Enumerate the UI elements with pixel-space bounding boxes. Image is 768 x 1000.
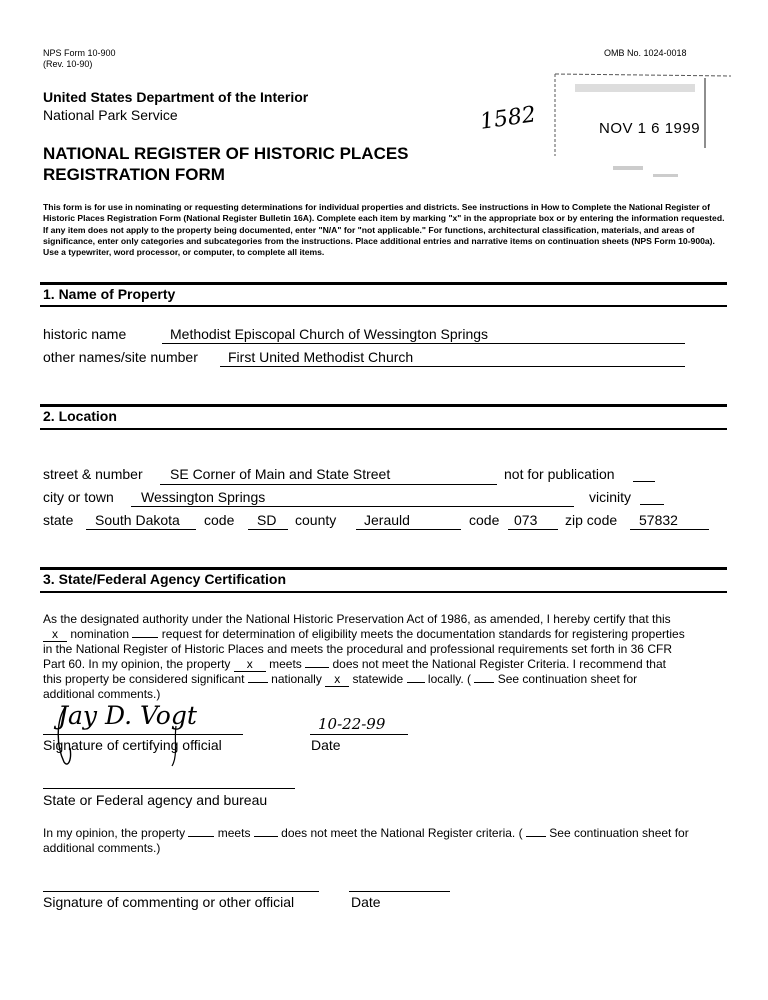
statewide-label: statewide xyxy=(352,672,404,686)
meets-mark[interactable]: x xyxy=(234,657,266,672)
certification-line4 xyxy=(43,657,666,672)
received-stamp xyxy=(553,68,733,188)
stamp-date: NOV 1 6 1999 xyxy=(599,120,701,137)
historic-name-label: historic name xyxy=(43,326,127,342)
state-label: state xyxy=(43,512,74,528)
state-underline xyxy=(86,529,196,530)
certification-line5 xyxy=(43,672,637,687)
continuation-mark-2[interactable] xyxy=(526,836,546,837)
other-names-underline xyxy=(220,366,685,367)
does-not-meet-mark[interactable] xyxy=(305,667,329,668)
section2-top-rule xyxy=(40,404,727,407)
nomination-label: nomination xyxy=(70,627,130,641)
certification-date-underline xyxy=(310,734,408,735)
nationally-label: nationally xyxy=(271,672,322,686)
commenting-date-label: Date xyxy=(351,894,381,910)
not-for-publication-blank[interactable] xyxy=(633,481,655,482)
state-code-underline xyxy=(248,529,288,530)
handwritten-reference-number: 1582 xyxy=(478,102,538,135)
continuation-label-1: See continuation sheet for xyxy=(497,672,638,686)
county-label: county xyxy=(295,512,337,528)
city-label: city or town xyxy=(43,489,114,505)
historic-name-underline xyxy=(162,343,685,344)
does-not-meet-label: does not meet the National Register Criteria. I recommend that xyxy=(332,657,666,671)
street-field[interactable]: SE Corner of Main and State Street xyxy=(170,466,391,482)
instructions-text: This form is for use in nominating or requesting determinations for individual properties and districts. See instructions in How to Complete the National Register of Historic Places Registration Form (National Register Bulletin 16A). Complete each item by marking "x" in the appropriate box or by entering the information requested. If any item does not apply to the property being documented, enter "N/A" for "not applicable." For functions, architectural classification, materials, and areas of significance, enter only categories and subcategories from the instructions. Place additional entries and narrative items on continuation sheets (NPS Form 10-900a). Use a typewriter, word processor, or computer, to complete all items. xyxy=(43,202,725,258)
not-for-publication-label: not for publication xyxy=(504,466,615,482)
locally-mark[interactable] xyxy=(407,682,425,683)
certifying-signature: Jay D. Vogt xyxy=(58,701,197,730)
certifying-signature-underline xyxy=(43,734,243,735)
commenting-signature-label: Signature of commenting or other official xyxy=(43,894,295,910)
county-code-label: code xyxy=(469,512,500,528)
opinion2-label: In my opinion, the property xyxy=(43,826,186,840)
commenting-date-underline xyxy=(349,891,450,892)
commenting-signature-underline xyxy=(43,891,319,892)
county-field[interactable]: Jerauld xyxy=(364,512,410,528)
other-names-label: other names/site number xyxy=(43,349,198,365)
certifying-signature-label: Signature of certifying official xyxy=(43,737,222,753)
certification-date-label: Date xyxy=(311,737,341,753)
section2-bottom-rule xyxy=(40,428,727,430)
historic-name-field[interactable]: Methodist Episcopal Church of Wessington Springs xyxy=(170,326,489,342)
zip-field[interactable]: 57832 xyxy=(639,512,678,528)
other-names-field[interactable]: First United Methodist Church xyxy=(228,349,414,365)
zip-label: zip code xyxy=(565,512,618,528)
street-underline xyxy=(160,484,497,485)
request-mark[interactable] xyxy=(132,637,158,638)
city-field[interactable]: Wessington Springs xyxy=(141,489,266,505)
vicinity-label: vicinity xyxy=(589,489,632,505)
omb-number: OMB No. 1024-0018 xyxy=(604,48,687,58)
section3-top-rule xyxy=(40,567,727,570)
street-label: street & number xyxy=(43,466,143,482)
county-code-field[interactable]: 073 xyxy=(514,512,538,528)
section3-bottom-rule xyxy=(40,591,727,593)
certification-date: 10-22-99 xyxy=(318,715,386,733)
opinion-label: Part 60. In my opinion, the property xyxy=(43,657,231,671)
vicinity-blank[interactable] xyxy=(640,504,664,505)
certification-line2 xyxy=(43,627,685,642)
state-field[interactable]: South Dakota xyxy=(95,512,180,528)
section1-title: 1. Name of Property xyxy=(43,286,176,302)
section1-top-rule xyxy=(40,282,727,285)
form-title-line2: REGISTRATION FORM xyxy=(43,165,225,184)
meets2-mark[interactable] xyxy=(188,836,214,837)
county-code-underline xyxy=(508,529,558,530)
form-number: NPS Form 10-900 xyxy=(43,48,116,58)
certification-line1: As the designated authority under the National Historic Preservation Act of 1986, as amended, I hereby certify that this xyxy=(43,612,671,626)
opinion-line1 xyxy=(43,826,689,840)
statewide-mark[interactable]: x xyxy=(325,672,349,687)
does-not-meet2-mark[interactable] xyxy=(254,836,278,837)
request-label: request for determination of eligibility meets the documentation standards for registering properties xyxy=(161,627,685,641)
continuation-label-2: See continuation sheet for xyxy=(549,826,689,840)
county-underline xyxy=(356,529,461,530)
does-not-meet2-label: does not meet the National Register criteria. ( xyxy=(281,826,523,840)
certification-line3: in the National Register of Historic Places and meets the procedural and professional requirements set forth in 36 CFR xyxy=(43,642,672,656)
opinion-line2: additional comments.) xyxy=(43,841,161,855)
meets-label: meets xyxy=(269,657,302,671)
continuation-mark-1[interactable] xyxy=(474,682,494,683)
agency-bureau-underline xyxy=(43,788,295,789)
section3-title: 3. State/Federal Agency Certification xyxy=(43,571,286,587)
department-name: United States Department of the Interior xyxy=(43,89,309,105)
city-underline xyxy=(131,506,574,507)
locally-label: locally. ( xyxy=(427,672,472,686)
agency-name: National Park Service xyxy=(43,107,178,123)
state-code-label: code xyxy=(204,512,235,528)
certification-line6: additional comments.) xyxy=(43,687,161,701)
state-code-field[interactable]: SD xyxy=(257,512,277,528)
signature-flourish-graphic xyxy=(50,700,210,770)
form-title-line1: NATIONAL REGISTER OF HISTORIC PLACES xyxy=(43,144,409,163)
nationally-mark[interactable] xyxy=(248,682,268,683)
significance-label: this property be considered significant xyxy=(43,672,245,686)
agency-bureau-label: State or Federal agency and bureau xyxy=(43,792,268,808)
meets2-label: meets xyxy=(217,826,251,840)
zip-underline xyxy=(630,529,709,530)
section2-title: 2. Location xyxy=(43,408,117,424)
nomination-mark[interactable]: x xyxy=(43,627,67,642)
section1-bottom-rule xyxy=(40,305,727,307)
form-revision: (Rev. 10-90) xyxy=(43,59,93,69)
